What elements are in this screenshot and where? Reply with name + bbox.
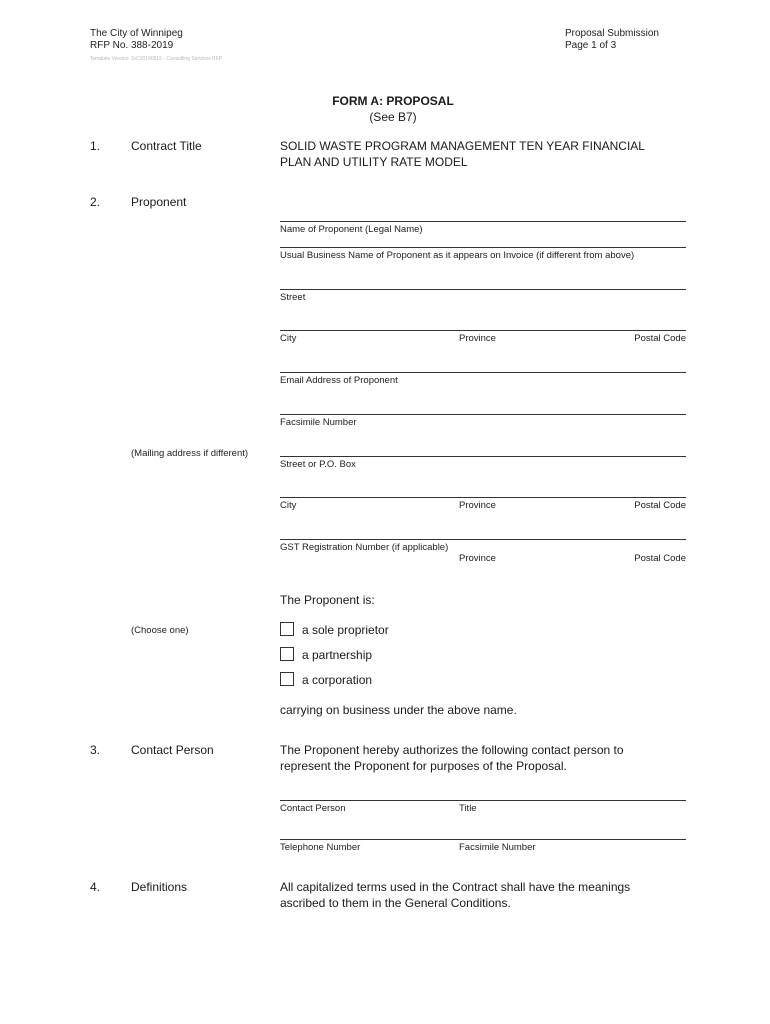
section-1-number: 1. bbox=[90, 139, 101, 153]
section-1-label: Contract Title bbox=[131, 139, 202, 153]
section-2-label: Proponent bbox=[131, 195, 187, 209]
form-see-ref: (See B7) bbox=[369, 110, 417, 124]
gst-province-caption: Province bbox=[459, 553, 496, 564]
city-caption: City bbox=[280, 333, 297, 344]
sole-proprietor-checkbox[interactable] bbox=[280, 622, 294, 636]
mailing-province-caption: Province bbox=[459, 500, 496, 511]
contract-title-line1: SOLID WASTE PROGRAM MANAGEMENT TEN YEAR FINANCIAL bbox=[280, 139, 645, 153]
telephone-line[interactable] bbox=[280, 839, 686, 840]
fax-caption: Facsimile Number bbox=[280, 417, 357, 428]
gst-line[interactable] bbox=[280, 539, 686, 540]
street-line[interactable] bbox=[280, 289, 686, 290]
header-submission: Proposal Submission bbox=[565, 28, 659, 39]
corporation-label: a corporation bbox=[302, 673, 373, 687]
mailing-address-text: (Mailing address if different) bbox=[131, 448, 249, 459]
partnership-checkbox[interactable] bbox=[280, 647, 294, 661]
mailing-city-line[interactable] bbox=[280, 497, 686, 498]
header-rfp: RFP No. 388-2019 bbox=[90, 40, 174, 51]
fax-line[interactable] bbox=[280, 414, 686, 415]
mailing-street-caption: Street or P.O. Box bbox=[280, 459, 356, 470]
section-3-number: 3. bbox=[90, 743, 101, 757]
gst-caption: GST Registration Number (if applicable) bbox=[280, 542, 449, 553]
contact-person-line[interactable] bbox=[280, 800, 686, 801]
definitions-line1: All capitalized terms used in the Contract shall have the meanings bbox=[280, 880, 631, 894]
contact-authorization-line1: The Proponent hereby authorizes the following contact person to bbox=[280, 743, 624, 757]
contact-fax-caption: Facsimile Number bbox=[459, 842, 536, 853]
business-name-line[interactable] bbox=[280, 247, 686, 248]
mailing-street-line[interactable] bbox=[280, 456, 686, 457]
gst-postal-caption: Postal Code bbox=[634, 553, 686, 564]
definitions-line2: ascribed to them in the General Conditions. bbox=[280, 896, 511, 910]
legal-name-caption: Name of Proponent (Legal Name) bbox=[280, 224, 423, 235]
section-4-number: 4. bbox=[90, 880, 101, 894]
contract-title-line2: PLAN AND UTILITY RATE MODEL bbox=[280, 155, 468, 169]
contact-title-caption: Title bbox=[459, 803, 477, 814]
mailing-address-label bbox=[131, 448, 248, 459]
header-page: Page 1 of 3 bbox=[565, 40, 617, 51]
carrying-on-business-text: carrying on business under the above name. bbox=[280, 703, 517, 717]
legal-name-line[interactable] bbox=[280, 221, 686, 222]
choose-one-label: (Choose one) bbox=[131, 625, 189, 636]
form-title: FORM A: PROPOSAL bbox=[332, 94, 454, 108]
corporation-checkbox[interactable] bbox=[280, 672, 294, 686]
email-line[interactable] bbox=[280, 372, 686, 373]
sole-proprietor-label: a sole proprietor bbox=[302, 623, 389, 637]
proponent-is-heading: The Proponent is: bbox=[280, 593, 375, 607]
city-line[interactable] bbox=[280, 330, 686, 331]
telephone-caption: Telephone Number bbox=[280, 842, 361, 853]
header-org: The City of Winnipeg bbox=[90, 28, 183, 39]
mailing-city-caption: City bbox=[280, 500, 297, 511]
contact-person-caption: Contact Person bbox=[280, 803, 346, 814]
partnership-label: a partnership bbox=[302, 648, 373, 662]
section-4-label: Definitions bbox=[131, 880, 188, 894]
street-caption: Street bbox=[280, 292, 306, 303]
postal-code-caption: Postal Code bbox=[634, 333, 686, 344]
section-3-label: Contact Person bbox=[131, 743, 214, 757]
province-caption: Province bbox=[459, 333, 496, 344]
template-version: Template Version: SrC20190515 - Consulting Services RFP bbox=[90, 56, 223, 62]
mailing-postal-caption: Postal Code bbox=[634, 500, 686, 511]
contact-authorization-line2: represent the Proponent for purposes of the Proposal. bbox=[280, 759, 567, 773]
business-name-caption: Usual Business Name of Proponent as it appears on Invoice (if different from above) bbox=[280, 250, 635, 261]
section-2-number: 2. bbox=[90, 195, 101, 209]
email-caption: Email Address of Proponent bbox=[280, 375, 398, 386]
